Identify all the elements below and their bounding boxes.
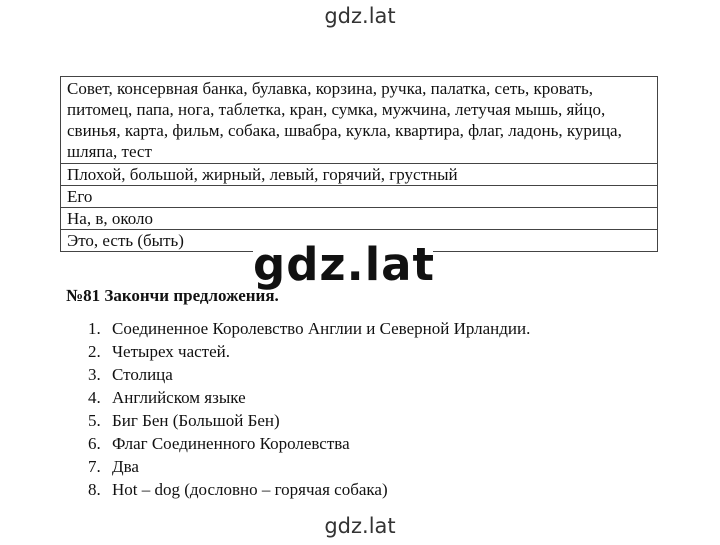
exercise-number: №81 — [66, 286, 101, 305]
vocabulary-table — [60, 76, 658, 252]
table-cell-pronoun: Его — [61, 186, 658, 208]
list-item-number: 2. — [88, 342, 101, 361]
table-row — [61, 164, 658, 186]
list-item — [72, 317, 530, 340]
list-item — [72, 455, 530, 478]
table-cell-adjectives: Плохой, большой, жирный, левый, горячий, грустный — [61, 164, 658, 186]
watermark-bottom: gdz.lat — [324, 514, 396, 538]
list-item-text: Два — [112, 457, 139, 476]
list-item — [72, 409, 530, 432]
list-item — [72, 386, 530, 409]
list-item — [72, 340, 530, 363]
watermark-top: gdz.lat — [324, 4, 396, 28]
list-item-text: Флаг Соединенного Королевства — [112, 434, 350, 453]
list-item — [72, 432, 530, 455]
list-item-number: 6. — [88, 434, 101, 453]
list-item-number: 8. — [88, 480, 101, 499]
list-item-number: 7. — [88, 457, 101, 476]
list-item-number: 4. — [88, 388, 101, 407]
list-item-text: Hot – dog (дословно – горячая собака) — [112, 480, 388, 499]
list-item-text: Соединенное Королевство Англии и Северной Ирландии. — [112, 319, 531, 338]
exercise-title: Закончи предложения. — [104, 286, 279, 305]
list-item-text: Четырех частей. — [112, 342, 230, 361]
list-item-number: 5. — [88, 411, 101, 430]
table-row — [61, 208, 658, 230]
table-row — [61, 77, 658, 164]
list-item — [72, 363, 530, 386]
exercise-heading — [66, 286, 279, 306]
list-item-number: 3. — [88, 365, 101, 384]
table-cell-verbs: Это, есть (быть) — [61, 230, 658, 252]
watermark-center: gdz.lat — [253, 236, 433, 296]
table-cell-nouns: Совет, консервная банка, булавка, корзина, ручка, палатка, сеть, кровать, питомец, папа, нога, таблетка, кран, сумка, мужчина, летучая мышь, яйцо, свинья, карта, фильм, собака, швабра, кукла, квартира, флаг, ладонь, курица, шляпа, тест — [61, 77, 658, 164]
list-item-number: 1. — [88, 319, 101, 338]
list-item-text: Столица — [112, 365, 173, 384]
table-row — [61, 186, 658, 208]
list-item-text: Биг Бен (Большой Бен) — [112, 411, 280, 430]
table-cell-prepositions: На, в, около — [61, 208, 658, 230]
list-item — [72, 478, 530, 501]
answer-list — [72, 317, 530, 501]
list-item-text: Английском языке — [112, 388, 246, 407]
